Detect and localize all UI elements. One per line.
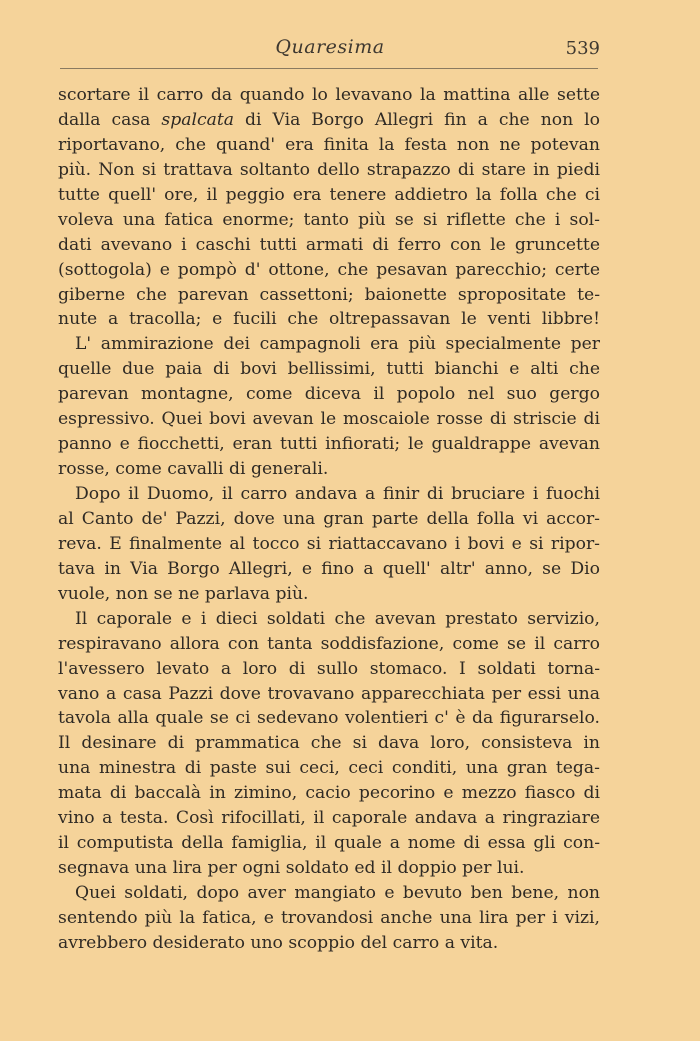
text-line: vuole, non se ne parlava più. [58, 583, 309, 604]
text-line: panno e fiocchetti, eran tutti infiorati; le gualdrappe avevan [58, 434, 600, 455]
text-line: respiravano allora con tanta soddisfazione, come se il carro [58, 633, 600, 654]
text-line: vano a casa Pazzi dove trovavano apparecchiata per essi una [58, 683, 600, 704]
text-line: segnava una lira per ogni soldato ed il doppio per lui. [58, 858, 525, 879]
text-line: vino a testa. Così rifocillati, il caporale andava a ringraziare [58, 808, 600, 829]
text-line: reva. E finalmente al tocco si riattaccavano i bovi e si ripor- [58, 533, 600, 554]
text-line: al Canto de' Pazzi, dove una gran parte della folla vi accor- [58, 508, 600, 529]
text-line: l'avessero levato a loro di sullo stomaco. I soldati torna- [58, 658, 600, 679]
text-line: tavola alla quale se ci sedevano volentieri c' è da figurarselo. [58, 708, 600, 729]
text-line: più. Non si trattava soltanto dello strapazzo di stare in piedi [58, 159, 600, 180]
text-run: dalla casa [58, 109, 162, 130]
text-run: di Via Borgo Allegri fin a che non lo [234, 109, 601, 130]
text-line: riportavano, che quand' era finita la festa non ne potevan [58, 134, 600, 155]
paragraph [58, 881, 600, 956]
text-line: L' ammirazione dei campagnoli era più specialmente per [75, 334, 600, 355]
text-line [58, 108, 600, 133]
text-line: mata di baccalà in zimino, cacio pecorino e mezzo fiasco di [58, 783, 600, 804]
text-line: espressivo. Quei bovi avevan le moscaiole rosse di striscie di [58, 409, 600, 430]
text-line: avrebbero desiderato uno scoppio del carro a vita. [58, 932, 499, 953]
running-title: Quaresima [275, 36, 385, 58]
paragraph [58, 482, 600, 607]
text-line: quelle due paia di bovi bellissimi, tutti bianchi e alti che [58, 359, 600, 380]
page-header [60, 32, 600, 62]
text-line: Quei soldati, dopo aver mangiato e bevuto ben bene, non [75, 883, 600, 903]
italic-word: spalcata [161, 109, 234, 130]
page-number: 539 [565, 38, 600, 59]
text-line: nute a tracolla; e fucili che oltrepassavan le venti libbre! [58, 309, 600, 330]
text-line: rosse, come cavalli di generali. [58, 459, 329, 480]
header-rule [60, 68, 598, 69]
paragraph [58, 332, 600, 482]
text-line: Il desinare di prammatica che si dava loro, consisteva in [58, 733, 600, 754]
text-line: il computista della famiglia, il quale a nome di essa gli con- [58, 833, 600, 854]
text-line: sentendo più la fatica, e trovandosi anche una lira per i vizi, [58, 907, 600, 928]
text-line: giberne che parevan cassettoni; baionette spropositate te- [58, 284, 600, 305]
text-line: Il caporale e i dieci soldati che avevan prestato servizio, [75, 608, 600, 629]
paragraph [58, 83, 600, 332]
text-line: una minestra di paste sui ceci, ceci conditi, una gran tega- [58, 758, 600, 779]
text-line: parevan montagne, come diceva il popolo nel suo gergo [58, 384, 600, 405]
text-line: dati avevano i caschi tutti armati di ferro con le gruncette [58, 234, 600, 255]
text-line: Dopo il Duomo, il carro andava a finir di bruciare i fuochi [75, 484, 600, 504]
text-line: tava in Via Borgo Allegri, e fino a quell' altr' anno, se Dio [58, 558, 600, 579]
text-line: (sottogola) e pompò d' ottone, che pesavan parecchio; certe [58, 259, 600, 280]
body-text [58, 83, 600, 956]
text-line: voleva una fatica enorme; tanto più se si riflette che i sol- [58, 209, 600, 230]
text-line: scortare il carro da quando lo levavano la mattina alle sette [58, 85, 600, 105]
text-line: tutte quell' ore, il peggio era tenere addietro la folla che ci [58, 184, 600, 205]
paragraph [58, 607, 600, 881]
